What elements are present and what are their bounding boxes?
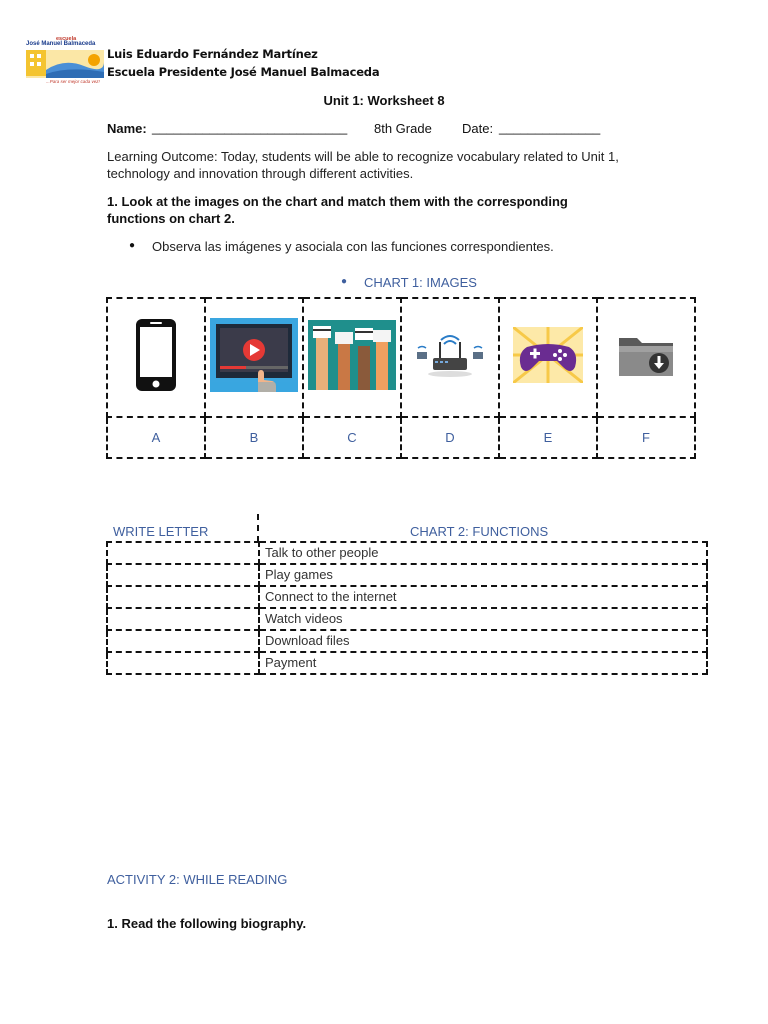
chart1-cell-f — [597, 298, 695, 417]
name-field[interactable]: ___________________________ — [152, 120, 348, 135]
bullet-dot: ● — [129, 240, 136, 251]
worksheet-title: Unit 1: Worksheet 8 — [323, 93, 445, 108]
teacher-name: Luis Eduardo Fernández Martínez — [107, 47, 318, 61]
write-letter-cell-3[interactable] — [107, 586, 259, 608]
chart1-label-e: E — [499, 417, 597, 458]
chart1-cell-c — [303, 298, 401, 417]
chart2-row — [107, 564, 707, 586]
chart1-label-d: D — [401, 417, 499, 458]
write-letter-header: WRITE LETTER — [113, 524, 209, 539]
card-payment-icon — [308, 320, 396, 390]
chart1-label-row — [107, 417, 695, 458]
chart2-row — [107, 652, 707, 674]
chart1-image-row — [107, 298, 695, 417]
chart1-label-a: A — [107, 417, 205, 458]
chart1-title: CHART 1: IMAGES — [364, 275, 477, 290]
instruction-line2: functions on chart 2. — [107, 211, 235, 226]
chart1-label-c: C — [303, 417, 401, 458]
function-text: Payment — [259, 652, 707, 674]
gamepad-icon — [513, 327, 583, 383]
chart1-cell-e — [499, 298, 597, 417]
chart1-table — [106, 297, 696, 459]
chart2-row — [107, 542, 707, 564]
name-label: Name: — [107, 121, 147, 136]
chart2-header-divider — [257, 514, 259, 542]
chart2-title: CHART 2: FUNCTIONS — [410, 524, 549, 539]
school-logo — [24, 36, 106, 88]
chart1-label-f: F — [597, 417, 695, 458]
write-letter-cell-2[interactable] — [107, 564, 259, 586]
download-folder-icon — [617, 330, 675, 380]
date-label: Date: — [462, 121, 494, 136]
function-text: Download files — [259, 630, 707, 652]
chart1-label-b: B — [205, 417, 303, 458]
school-name: Escuela Presidente José Manuel Balmaceda — [107, 65, 380, 79]
wifi-router-icon — [415, 330, 485, 380]
function-text: Watch videos — [259, 608, 707, 630]
activity2-instruction: 1. Read the following biography. — [107, 916, 307, 931]
learning-outcome-line1: Learning Outcome: Today, students will be able to recognize vocabulary related to Unit 1, — [107, 149, 619, 164]
spanish-instruction: Observa las imágenes y asociala con las funciones correspondientes. — [152, 239, 554, 254]
chart1-bullet-dot: ● — [341, 276, 348, 287]
learning-outcome-line2: technology and innovation through different activities. — [107, 166, 414, 181]
activity2-heading: ACTIVITY 2: WHILE READING — [107, 872, 288, 887]
function-text: Play games — [259, 564, 707, 586]
chart2-row — [107, 608, 707, 630]
chart1-cell-b — [205, 298, 303, 417]
chart1-cell-d — [401, 298, 499, 417]
write-letter-cell-6[interactable] — [107, 652, 259, 674]
chart1-cell-a — [107, 298, 205, 417]
chart2-table — [106, 541, 708, 675]
function-text: Talk to other people — [259, 542, 707, 564]
chart2-row — [107, 586, 707, 608]
write-letter-cell-5[interactable] — [107, 630, 259, 652]
smartphone-icon — [134, 317, 178, 393]
video-play-icon — [210, 318, 298, 392]
logo-top-text: escuela — [56, 36, 77, 42]
logo-slogan-text: ...Para ser mejor cada vez! — [46, 79, 100, 84]
chart2-row — [107, 630, 707, 652]
instruction-line1: 1. Look at the images on the chart and match them with the corresponding — [107, 194, 568, 209]
function-text: Connect to the internet — [259, 586, 707, 608]
write-letter-cell-4[interactable] — [107, 608, 259, 630]
write-letter-cell-1[interactable] — [107, 542, 259, 564]
logo-name-text: José Manuel Balmaceda — [26, 41, 96, 47]
date-field[interactable]: ______________ — [499, 120, 601, 135]
grade-text: 8th Grade — [374, 121, 432, 136]
